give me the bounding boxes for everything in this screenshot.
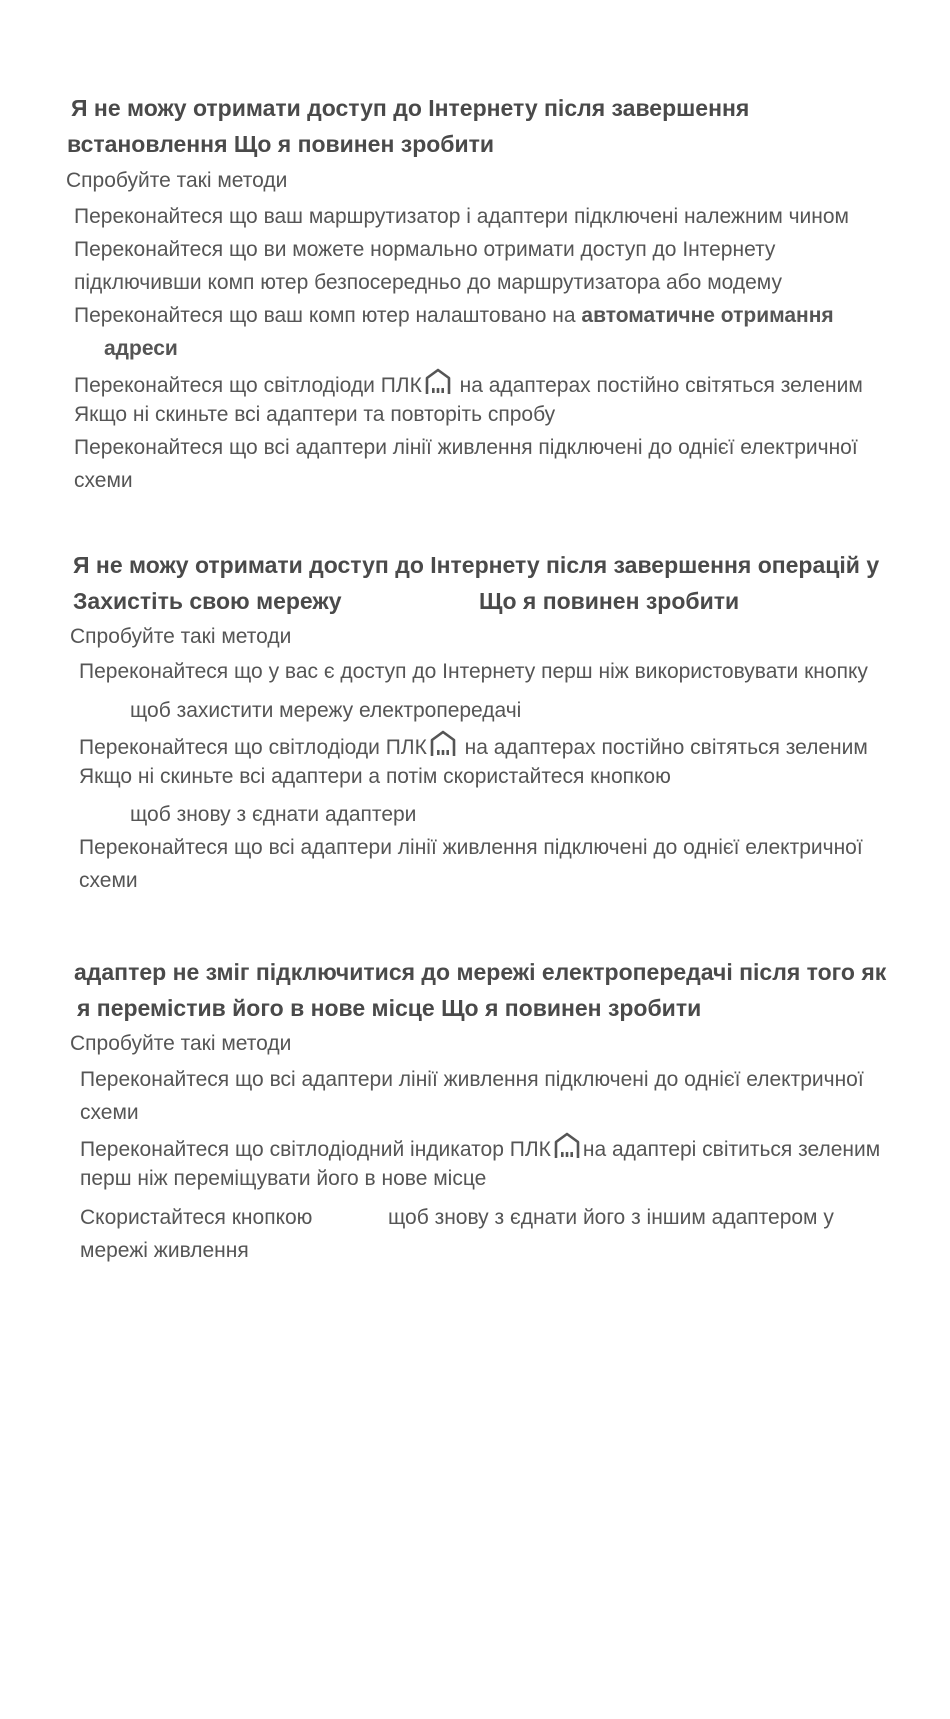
faq-question-2-line-2a: Захистіть свою мережу <box>73 588 342 614</box>
faq-2-item-3-line-2: схеми <box>79 869 138 892</box>
faq-question-1-line-2: встановлення Що я повинен зробити <box>67 131 495 157</box>
faq-2-item-2-post: на адаптерах постійно світяться зеленим <box>458 736 868 759</box>
faq-2-item-2-pre: Переконайтеся що світлодіоди ПЛК <box>79 736 427 759</box>
faq-1-item-3-line-1 <box>74 302 834 330</box>
faq-2-item-1-line-2: щоб захистити мережу електропередачі <box>130 699 522 722</box>
faq-3-item-3-line-1b: щоб знову з єднати його з іншим адаптером у <box>388 1206 834 1229</box>
faq-1-item-3-bold: автоматичне отримання <box>581 304 834 327</box>
faq-1-item-3-text: Переконайтеся що ваш комп ютер налаштовано на <box>74 304 582 327</box>
faq-1-item-2-line-2: підключивши комп ютер безпосередньо до маршрутизатора або модему <box>74 271 782 294</box>
faq-2-item-2-line-2: Якщо ні скиньте всі адаптери а потім скористайтеся кнопкою <box>79 765 671 788</box>
plc-led-icon <box>553 1132 581 1168</box>
faq-1-item-4-line-2: Якщо ні скиньте всі адаптери та повторіть спробу <box>74 403 556 426</box>
faq-3-item-2-pre: Переконайтеся що світлодіодний індикатор ПЛК <box>80 1138 551 1161</box>
faq-intro-1: Спробуйте такі методи <box>66 169 288 192</box>
faq-3-item-2-line-1 <box>80 1132 880 1168</box>
faq-3-item-2-post: на адаптері світиться зеленим <box>582 1138 881 1161</box>
faq-1-item-4-post: на адаптерах постійно світяться зеленим <box>453 374 863 397</box>
faq-1-item-4-pre: Переконайтеся що світлодіоди ПЛК <box>74 374 422 397</box>
faq-2-item-2-line-1 <box>79 730 868 766</box>
faq-question-2-line-1: Я не можу отримати доступ до Інтернету після завершення операцій у <box>73 552 880 578</box>
faq-2-item-3-line-1: Переконайтеся що всі адаптери лінії живлення підключені до однієї електричної <box>79 836 863 859</box>
faq-3-item-1-line-2: схеми <box>80 1101 139 1124</box>
faq-1-item-2-line-1: Переконайтеся що ви можете нормально отримати доступ до Інтернету <box>74 238 776 261</box>
faq-question-3-line-2: я перемістив його в нове місце Що я повинен зробити <box>77 995 702 1021</box>
faq-question-3-line-1: адаптер не зміг підключитися до мережі електропередачі після того як <box>74 959 887 985</box>
faq-3-item-3-line-1a: Скористайтеся кнопкою <box>80 1206 313 1229</box>
faq-2-item-1-line-1: Переконайтеся що у вас є доступ до Інтернету перш ніж використовувати кнопку <box>79 660 868 683</box>
plc-led-icon <box>429 730 457 766</box>
faq-question-2-line-2b: Що я повинен зробити <box>479 588 740 614</box>
faq-2-item-2-line-3: щоб знову з єднати адаптери <box>130 803 417 826</box>
faq-3-item-3-line-2: мережі живлення <box>80 1239 249 1262</box>
faq-3-item-1-line-1: Переконайтеся що всі адаптери лінії живлення підключені до однієї електричної <box>80 1068 864 1091</box>
plc-led-icon <box>424 368 452 404</box>
faq-question-1-line-1: Я не можу отримати доступ до Інтернету після завершення <box>71 95 750 121</box>
faq-intro-2: Спробуйте такі методи <box>70 625 292 648</box>
faq-1-item-3-line-2: адреси <box>104 337 178 360</box>
faq-intro-3: Спробуйте такі методи <box>70 1032 292 1055</box>
faq-1-item-4-line-1 <box>74 368 863 404</box>
faq-1-item-1: Переконайтеся що ваш маршрутизатор і адаптери підключені належним чином <box>74 205 849 228</box>
faq-1-item-5-line-1: Переконайтеся що всі адаптери лінії живлення підключені до однієї електричної <box>74 436 858 459</box>
faq-3-item-2-line-2: перш ніж переміщувати його в нове місце <box>80 1167 487 1190</box>
faq-1-item-5-line-2: схеми <box>74 469 133 492</box>
